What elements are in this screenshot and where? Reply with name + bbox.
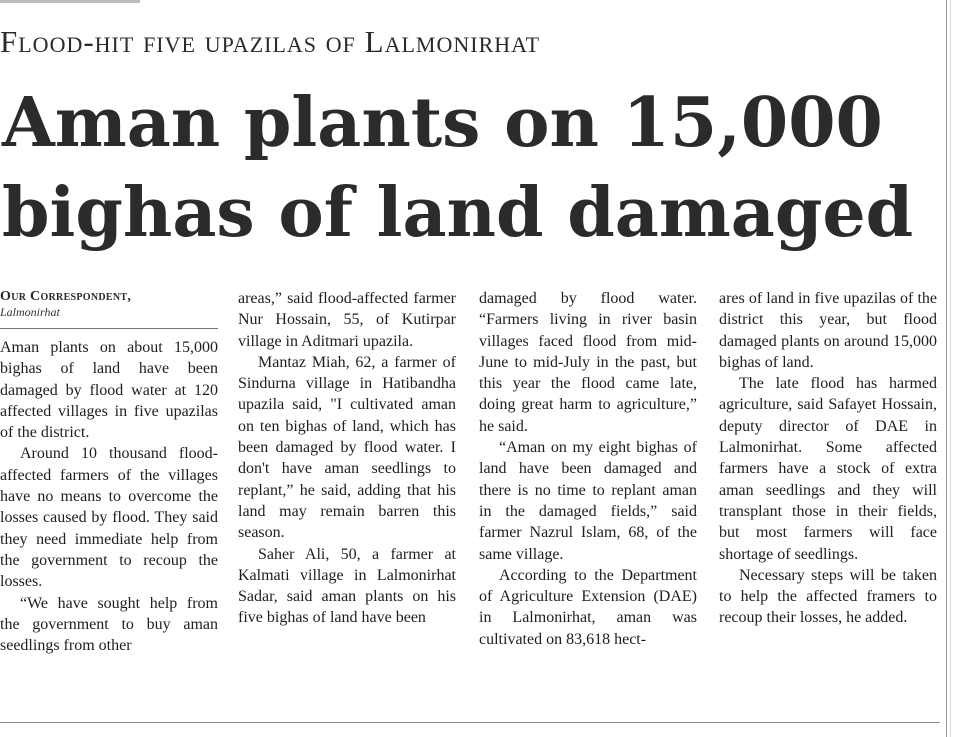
article-column-3 xyxy=(479,288,697,650)
paragraph: Necessary steps will be taken to help the affected framers to recoup their losses, he added. xyxy=(719,566,937,627)
top-divider xyxy=(0,0,140,3)
paragraph: The late flood has harmed agriculture, said Safayet Hossain, deputy director of DAE in Lalmonirhat. Some affected farmers have a stock of extra aman seedlings and they will transplant those in their fields, but most farmers will face shortage of seedlings. xyxy=(719,375,937,563)
paragraph: areas,” said flood-affected farmer Nur Hossain, 55, of Kutirpar village in Aditmari upazila. xyxy=(238,290,456,350)
paragraph: Saher Ali, 50, a farmer at Kalmati village in Lalmonirhat Sadar, said aman plants on his five bighas of land have been xyxy=(238,545,456,627)
paragraph: Aman plants on about 15,000 bighas of land have been damaged by flood water at 120 affected villages in five upazilas of the district. xyxy=(0,339,218,442)
paragraph: “Aman on my eight bighas of land have been damaged and there is no time to replant aman in the damaged fields,” said farmer Nazrul Islam, 68, of the same village. xyxy=(479,439,697,563)
paragraph: ares of land in five upazilas of the district this year, but flood damaged plants on around 15,000 bighas of land. xyxy=(719,290,937,371)
article-column-4 xyxy=(719,288,937,629)
headline-line-2: bighas of land damaged xyxy=(2,173,914,253)
right-border xyxy=(946,0,947,737)
paragraph: Mantaz Miah, 62, a farmer of Sindurna village in Hatibandha upazila said, "I cultivated aman on ten bighas of land, which has been damaged by flood water. I don't have aman seedlings to replant,” he said, adding that his land may remain barren this season. xyxy=(238,353,456,542)
headline-line-1: Aman plants on 15,000 xyxy=(2,83,883,163)
article-column-2 xyxy=(238,288,456,629)
paragraph: Around 10 thousand flood-affected farmers of the villages have no means to overcome the losses caused by flood. They said they need immediate help from the government to recoup the losses. xyxy=(0,445,218,591)
bottom-divider xyxy=(0,722,940,723)
article-headline xyxy=(2,78,942,258)
paragraph: damaged by flood water. “Farmers living in river basin villages faced flood from mid-June to mid-July in the past, but this year the flood came late, doing great harm to agriculture,” he said. xyxy=(479,290,697,435)
byline: Our Correspondent, xyxy=(0,289,132,304)
dateline: Lalmonirhat xyxy=(0,305,218,329)
paragraph: According to the Department of Agriculture Extension (DAE) in Lalmonirhat, aman was cultivated on 83,618 hect- xyxy=(479,566,697,648)
right-border-inner xyxy=(950,0,951,737)
paragraph: “We have sought help from the government to buy aman seedlings from other xyxy=(0,594,218,655)
article-column-1 xyxy=(0,289,218,656)
article-kicker: Flood-hit five upazilas of Lalmonirhat xyxy=(0,24,541,59)
